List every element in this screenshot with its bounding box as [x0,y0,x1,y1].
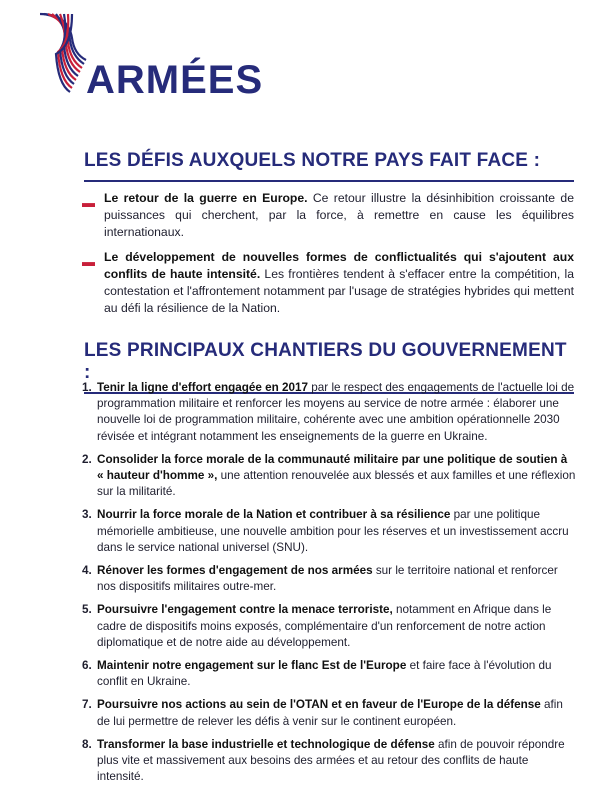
challenge-item [82,190,574,241]
challenge-text: Ce retour illustre la désinhibition croissante de puissances qui cherchent, par la force, à remettre en cause les équilibres internationaux. [104,191,574,239]
project-text: par une politique mémorielle ambitieuse, une nouvelle ambition pour les réserves et un investissement accru dans le service national universel (SNU). [97,508,569,554]
challenges-heading: LES DÉFIS AUXQUELS NOTRE PAYS FAIT FACE : [84,150,541,171]
item-number: 8. [82,737,92,751]
project-text: sur le territoire national et renforcer nos dispositifs militaires outre-mer. [97,564,558,594]
project-text: une attention renouvelée aux blessés et aux familles et une réflexion sur la militarité. [97,469,576,499]
challenges-section [84,150,574,182]
project-title: Poursuivre nos actions au sein de l'OTAN et en faveur de l'Europe de la défense [97,698,541,712]
project-item [82,507,576,556]
item-number: 4. [82,564,92,578]
challenge-title: Le développement de nouvelles formes de conflictualités qui s'ajoutent aux conflits de haute intensité. [104,250,574,281]
challenge-item [82,249,574,317]
project-title: Consolider la force morale de la communauté militaire par une politique de soutien à « hauteur d'homme », [97,452,568,483]
page-title: ARMÉES [86,58,264,102]
project-text: et faire face à l'évolution du conflit en Ukraine. [97,659,552,689]
item-number: 2. [82,452,92,466]
item-number: 1. [82,381,92,394]
heading-divider [84,180,574,182]
project-text: afin de lui permettre de relever les défis à venir sur le continent européen. [97,698,563,728]
project-item [82,380,576,445]
red-dash-icon: ▬ [82,195,95,210]
item-number: 7. [82,698,92,712]
project-item [82,563,576,595]
project-item [82,697,576,729]
item-number: 6. [82,659,92,673]
project-text: afin de pouvoir répondre plus vite et massivement aux besoins des armées et au retour des conflits de haute intensité. [97,737,565,784]
project-title: Maintenir notre engagement sur le flanc Est de l'Europe [97,659,407,673]
challenges-list [82,190,574,325]
project-title: Transformer la base industrielle et technologique de défense [97,737,435,751]
project-item [82,602,576,651]
projects-list [82,380,576,792]
red-dash-icon: ▬ [82,254,95,269]
project-text: notamment en Afrique dans le cadre de dispositifs moins exposés, complémentaire d'un renforcement de notre action diplomatique et de notre aide au développement. [97,603,552,649]
challenge-text: Les frontières tendent à s'effacer entre la compétition, la contestation et l'affrontement notamment par l'usage de stratégies hybrides qui mettent au défi la résilience de la Nation. [104,267,574,315]
project-item [82,737,576,786]
project-item [82,658,576,690]
project-item [82,452,576,501]
challenge-title: Le retour de la guerre en Europe. [104,191,308,205]
project-title: Tenir la ligne d'effort engagée en 2017 [97,381,309,394]
project-title: Nourrir la force morale de la Nation et contribuer à sa résilience [97,508,451,522]
projects-heading: LES PRINCIPAUX CHANTIERS DU GOUVERNEMENT : [84,340,567,383]
project-text: par le respect des engagements de l'actuelle loi de programmation militaire et renforcer les moyens au service de notre armée : élaborer une nouvelle loi de programmation militaire, cohérente avec une ambition opérationnelle 2030 révisée et intégrant notamment les enseignements de la guerre en Ukraine. [97,381,575,443]
item-number: 3. [82,508,92,522]
project-title: Rénover les formes d'engagement de nos armées [97,564,373,578]
item-number: 5. [82,603,92,617]
project-title: Poursuivre l'engagement contre la menace terroriste, [97,603,393,617]
